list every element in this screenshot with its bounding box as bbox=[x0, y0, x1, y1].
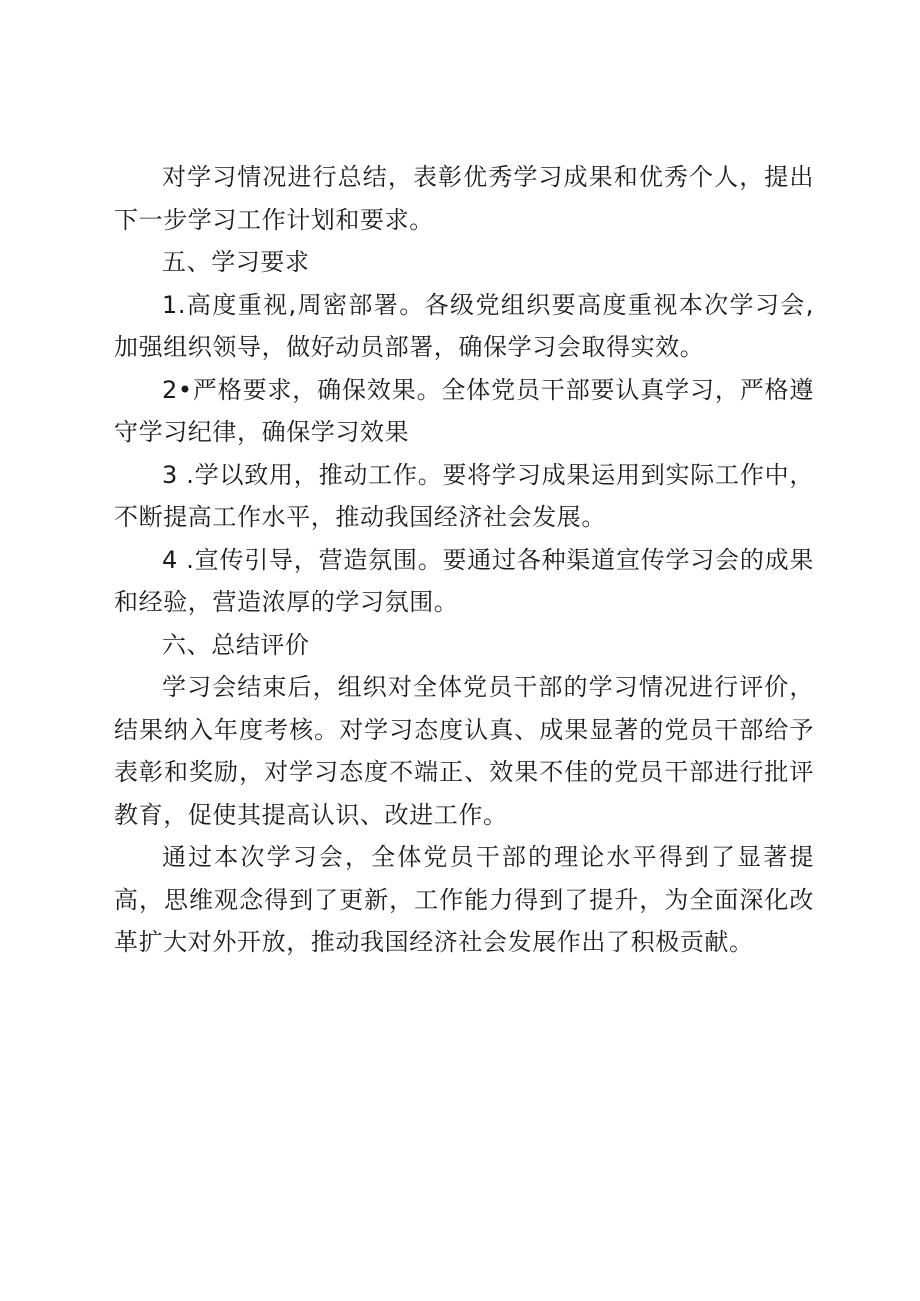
document-body bbox=[114, 156, 814, 964]
paragraph-conclusion: 通过本次学习会，全体党员干部的理论水平得到了显著提高，思维观念得到了更新，工作能力得到了提升，为全面深化改革扩大对外开放，推动我国经济社会发展作出了积极贡献。 bbox=[114, 843, 814, 956]
paragraph-evaluation: 学习会结束后，组织对全体党员干部的学习情况进行评价，结果纳入年度考核。对学习态度认真、成果显著的党员干部给予表彰和奖励，对学习态度不端正、效果不佳的党员干部进行批评教育，促使其提高认识、改进工作。 bbox=[114, 673, 814, 829]
requirement-item-1: 1.高度重视,周密部署。各级党组织要高度重视本次学习会,加强组织领导，做好动员部署，确保学习会取得实效。 bbox=[114, 290, 814, 361]
requirement-item-4: 4 .宣传引导，营造氛围。要通过各种渠道宣传学习会的成果和经验，营造浓厚的学习氛围。 bbox=[114, 545, 814, 616]
paragraph-summary-intro: 对学习情况进行总结，表彰优秀学习成果和优秀个人，提出下一步学习工作计划和要求。 bbox=[114, 163, 814, 234]
requirement-item-2: 2•严格要求，确保效果。全体党员干部要认真学习，严格遵守学习纪律，确保学习效果 bbox=[114, 375, 814, 446]
requirement-item-3: 3 .学以致用，推动工作。要将学习成果运用到实际工作中，不断提高工作水平，推动我国经济社会发展。 bbox=[114, 460, 814, 531]
section-heading-requirements: 五、学习要求 bbox=[162, 248, 310, 276]
section-heading-evaluation: 六、总结评价 bbox=[162, 630, 310, 659]
